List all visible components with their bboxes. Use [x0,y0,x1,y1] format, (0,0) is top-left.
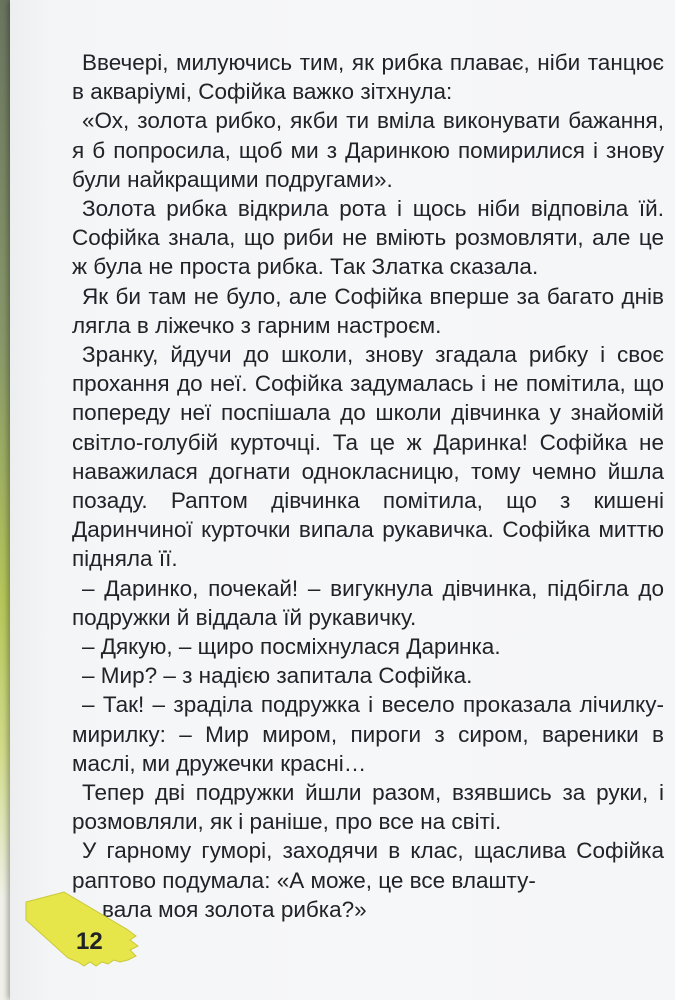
paragraph: Зранку, йдучи до школи, знову згадала рибку і своє прохання до неї. Софійка задумалась і не помітила, що попереду неї поспішала до школи дівчинка у знайомій світло-голубій курточці. Та це ж Даринка! Софійка не наважилася догнати однокласницю, тому чемно йшла позаду. Раптом дівчинка помітила, що з кишені Даринчиної курточки випала рукавичка. Софійка миттю підняла її. [72,342,664,572]
story-text [72,48,664,924]
paragraph: Золота рибка відкрила рота і щось ніби відповіла їй. Софійка знала, що риби не вміють розмовляти, але це ж була не проста рибка. Так Златка сказала. [72,196,664,280]
paragraph: – Так! – зраділа подружка і весело проказала лічилку-мирилку: – Мир миром, пироги з сиром, вареники в маслі, ми дружечки красні… [72,692,664,776]
paragraph: – Мир? – з надією запитала Софійка. [82,663,473,689]
paragraph: «Ох, золота рибко, якби ти вміла виконувати бажання, я б попросила, щоб ми з Даринкою помирилися і знову були найкращими подругами». [72,108,664,192]
book-page [10,0,675,1000]
paragraph: – Дякую, – щиро посміхнулася Даринка. [82,634,501,660]
paragraph: Ввечері, милуючись тим, як рибка плаває, ніби танцює в акваріумі, Софійка важко зітхнула: [72,50,664,105]
page-number: 12 [76,928,103,955]
paragraph: – Даринко, почекай! – вигукнула дівчинка, підбігла до подружки й віддала їй рукавичку. [72,575,664,630]
paragraph: Як би там не було, але Софійка вперше за багато днів лягла в ліжечко з гарним настроєм. [72,283,664,338]
last-paragraph-tail: вала моя золота рибка?» [102,896,367,922]
last-paragraph [72,836,664,924]
paragraph: Тепер дві подружки йшли разом, взявшись за руки, і розмовляли, як і раніше, про все на світі. [72,780,664,835]
last-paragraph-head: У гарному гуморі, заходячи в клас, щаслива Софійка раптово подумала: «А може, це все влашту- [72,838,664,893]
